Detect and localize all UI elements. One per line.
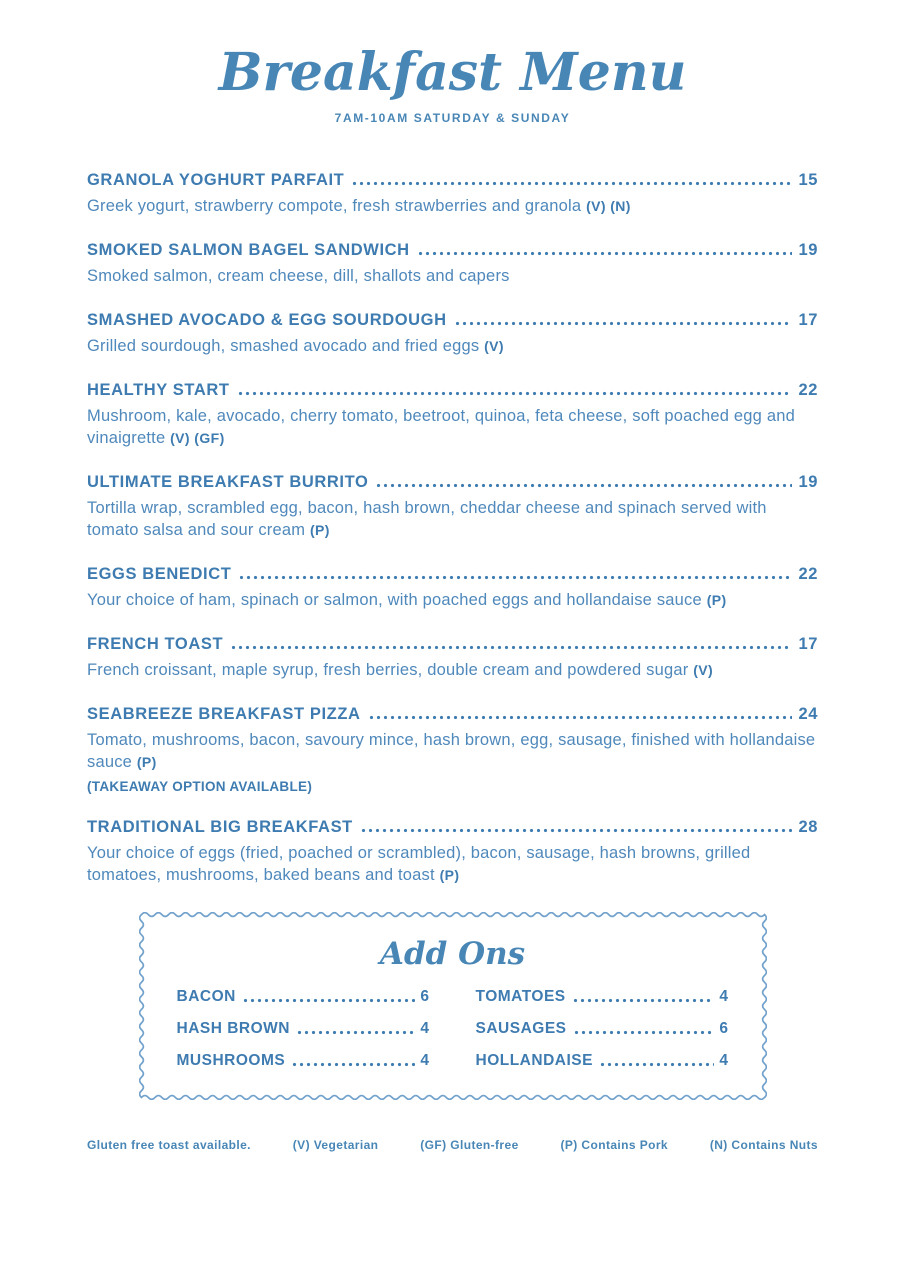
- menu-item: [87, 473, 818, 541]
- item-dietary-tags: (V) (GF): [170, 430, 225, 446]
- addon-price: 6: [719, 1020, 729, 1037]
- item-price: 22: [798, 381, 818, 399]
- item-price: 19: [798, 473, 818, 491]
- item-dietary-tags: (V): [484, 338, 504, 354]
- item-price: 22: [798, 565, 818, 583]
- item-dietary-tags: (V) (N): [586, 198, 631, 214]
- dotted-leader: [238, 575, 792, 580]
- addon-name: MUSHROOMS: [176, 1052, 286, 1069]
- dotted-leader: [599, 1062, 714, 1067]
- item-description: [87, 335, 818, 357]
- item-head: [87, 705, 818, 724]
- menu-item: [87, 241, 818, 287]
- item-name: SMOKED SALMON BAGEL SANDWICH: [87, 241, 410, 259]
- item-dietary-tags: (P): [439, 867, 460, 883]
- item-head: [87, 311, 818, 330]
- addon-row: [476, 1020, 729, 1038]
- addon-row: [177, 1020, 430, 1038]
- item-name: FRENCH TOAST: [87, 635, 224, 653]
- item-dietary-tags: (P): [706, 592, 727, 608]
- item-description-text: Smoked salmon, cream cheese, dill, shallots and capers: [87, 267, 510, 285]
- addon-name: HASH BROWN: [176, 1020, 290, 1037]
- item-dietary-tags: (P): [136, 754, 157, 770]
- item-price: 28: [798, 818, 818, 836]
- addon-row: [177, 1052, 430, 1070]
- dotted-leader: [454, 321, 793, 326]
- item-description: [87, 497, 818, 541]
- item-description: [87, 405, 818, 449]
- item-price: 17: [798, 311, 818, 329]
- dotted-leader: [242, 998, 416, 1003]
- item-description-text: Mushroom, kale, avocado, cherry tomato, beetroot, quinoa, feta cheese, soft poached egg and vinaigrette: [87, 407, 795, 447]
- item-name: SEABREEZE BREAKFAST PIZZA: [87, 705, 361, 723]
- addon-row: [177, 988, 430, 1006]
- addons-box: [139, 912, 767, 1100]
- item-description-text: Grilled sourdough, smashed avocado and fried eggs: [87, 337, 480, 355]
- footer-note: Gluten free toast available.: [87, 1138, 251, 1152]
- item-price: 17: [798, 635, 818, 653]
- item-head: [87, 565, 818, 584]
- page-title: Breakfast Menu: [218, 42, 687, 103]
- item-head: [87, 473, 818, 492]
- item-head: [87, 171, 818, 190]
- item-name: EGGS BENEDICT: [87, 565, 232, 583]
- item-description: [87, 265, 818, 287]
- item-head: [87, 818, 818, 837]
- item-description: [87, 729, 818, 773]
- item-description-text: Tomato, mushrooms, bacon, savoury mince, hash brown, egg, sausage, finished with hollandaise sauce: [87, 731, 816, 771]
- item-description-text: French croissant, maple syrup, fresh berries, double cream and powdered sugar: [87, 661, 689, 679]
- item-takeaway-note: (TAKEAWAY OPTION AVAILABLE): [87, 779, 313, 794]
- addon-name: HOLLANDAISE: [475, 1052, 593, 1069]
- addon-name: BACON: [176, 988, 236, 1005]
- addon-name: SAUSAGES: [475, 1020, 567, 1037]
- addon-row: [476, 988, 729, 1006]
- addons-title: Add Ons: [379, 936, 526, 972]
- item-price: 15: [798, 171, 818, 189]
- dotted-leader: [572, 998, 715, 1003]
- dotted-leader: [296, 1030, 415, 1035]
- menu-item: [87, 635, 818, 681]
- addon-name: TOMATOES: [475, 988, 566, 1005]
- dotted-leader: [375, 483, 792, 488]
- menu-item: [87, 381, 818, 449]
- dotted-leader: [291, 1062, 415, 1067]
- dotted-leader: [417, 251, 793, 256]
- item-description: [87, 659, 818, 681]
- menu-item: [87, 818, 818, 886]
- menu-item: [87, 311, 818, 357]
- item-description-text: Greek yogurt, strawberry compote, fresh strawberries and granola: [87, 197, 582, 215]
- addon-price: 4: [719, 988, 729, 1005]
- legend-item-vegetarian: (V) Vegetarian: [292, 1138, 379, 1152]
- dotted-leader: [573, 1030, 715, 1035]
- item-description: [87, 195, 818, 217]
- dotted-leader: [351, 181, 792, 186]
- addon-row: [476, 1052, 729, 1070]
- dotted-leader: [237, 391, 793, 396]
- legend-item-contains-nuts: (N) Contains Nuts: [709, 1138, 818, 1152]
- item-name: TRADITIONAL BIG BREAKFAST: [87, 818, 353, 836]
- dotted-leader: [368, 715, 793, 720]
- page-subtitle: 7AM-10AM SATURDAY & SUNDAY: [334, 111, 571, 125]
- menu-item: [87, 705, 818, 794]
- legend-item-gluten-free: (GF) Gluten-free: [420, 1138, 519, 1152]
- item-description-text: Your choice of ham, spinach or salmon, with poached eggs and hollandaise sauce: [87, 591, 702, 609]
- item-description: [87, 842, 818, 886]
- legend-item-contains-pork: (P) Contains Pork: [560, 1138, 668, 1152]
- item-name: SMASHED AVOCADO & EGG SOURDOUGH: [87, 311, 447, 329]
- item-head: [87, 381, 818, 400]
- item-description-text: Your choice of eggs (fried, poached or scrambled), bacon, sausage, hash browns, grilled tomatoes, mushrooms, baked beans and toast: [87, 844, 751, 884]
- dietary-legend: [87, 1138, 818, 1152]
- addon-price: 6: [420, 988, 430, 1005]
- item-price: 24: [798, 705, 818, 723]
- menu-header: [87, 40, 818, 125]
- item-description: [87, 589, 818, 611]
- addon-price: 4: [420, 1052, 430, 1069]
- item-price: 19: [798, 241, 818, 259]
- dotted-leader: [360, 828, 793, 833]
- item-name: GRANOLA YOGHURT PARFAIT: [87, 171, 345, 189]
- item-name: ULTIMATE BREAKFAST BURRITO: [87, 473, 369, 491]
- menu-item: [87, 171, 818, 217]
- addon-price: 4: [420, 1020, 430, 1037]
- item-dietary-tags: (V): [693, 662, 714, 678]
- item-description-text: Tortilla wrap, scrambled egg, bacon, hash brown, cheddar cheese and spinach served with tomato salsa and sour cream: [87, 499, 767, 539]
- item-head: [87, 241, 818, 260]
- menu-list: [87, 171, 818, 886]
- menu-item: [87, 565, 818, 611]
- addons-grid: [177, 988, 729, 1070]
- item-dietary-tags: (P): [309, 522, 330, 538]
- addon-price: 4: [719, 1052, 729, 1069]
- item-head: [87, 635, 818, 654]
- dotted-leader: [230, 645, 792, 650]
- item-name: HEALTHY START: [87, 381, 230, 399]
